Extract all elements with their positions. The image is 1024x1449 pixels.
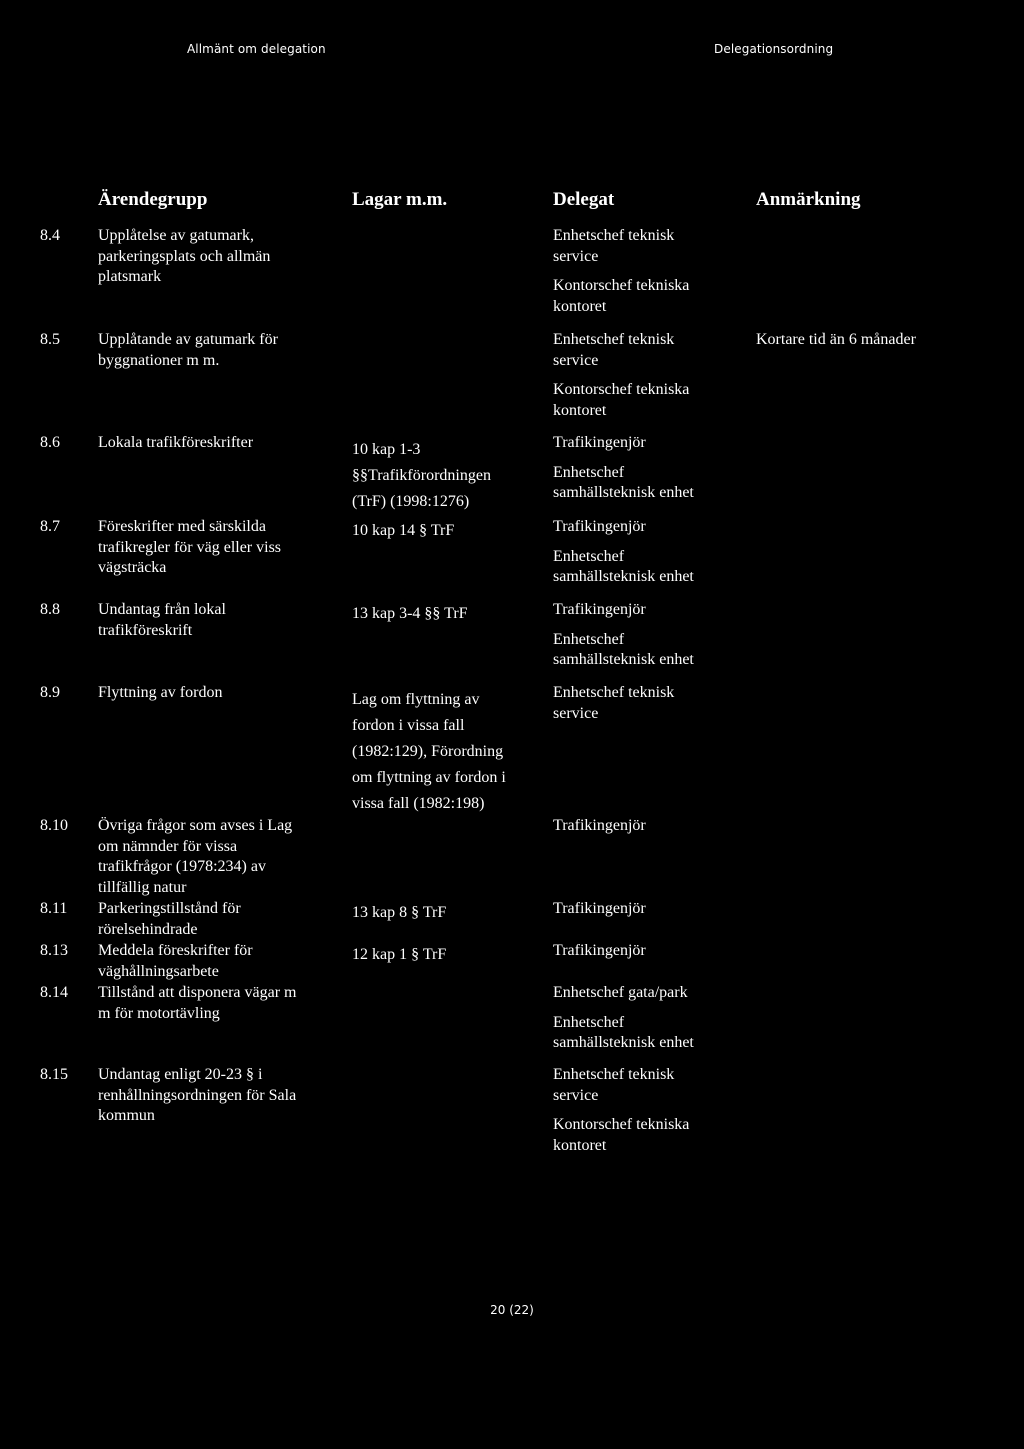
- arendegrupp-line: Flyttning av fordon: [98, 684, 223, 701]
- arendegrupp-line: Meddela föreskrifter för: [98, 942, 253, 959]
- row-number: 8.9: [40, 684, 60, 701]
- lagar-cell: [352, 687, 547, 817]
- delegat-line: Trafikingenjör: [553, 817, 646, 834]
- delegat-entry: [553, 226, 753, 267]
- delegat-line: service: [553, 704, 599, 722]
- arendegrupp-cell: [98, 899, 348, 940]
- delegat-cell: [553, 983, 753, 1054]
- lagar-cell: [352, 521, 547, 542]
- lagar-line: (1982:129), Förordning: [352, 743, 504, 760]
- delegat-line: samhällsteknisk enhet: [553, 651, 694, 668]
- arendegrupp-line: rörelsehindrade: [98, 920, 198, 938]
- delegat-line: Trafikingenjör: [553, 942, 646, 959]
- delegat-line: service: [553, 1086, 599, 1104]
- arendegrupp-line: trafikregler för väg eller viss: [98, 538, 282, 556]
- arendegrupp-cell: [98, 683, 348, 704]
- page-number: 20 (22): [490, 1303, 534, 1317]
- lagar-cell: [352, 903, 547, 924]
- lagar-cell: [352, 945, 547, 966]
- delegat-line: Trafikingenjör: [553, 601, 646, 618]
- arendegrupp-cell: [98, 517, 348, 579]
- lagar-line: 13 kap 3-4 §§ TrF: [352, 605, 468, 622]
- arendegrupp-line: Lokala trafikföreskrifter: [98, 434, 254, 451]
- delegat-line: Trafikingenjör: [553, 434, 646, 451]
- arendegrupp-line: Tillstånd att disponera vägar m: [98, 984, 297, 1001]
- arendegrupp-cell: [98, 433, 348, 454]
- arendegrupp-line: Undantag enligt 20-23 § i: [98, 1066, 263, 1083]
- delegat-cell: [553, 433, 753, 504]
- row-number: 8.13: [40, 942, 68, 959]
- arendegrupp-line: m för motortävling: [98, 1004, 220, 1022]
- delegat-line: Enhetschef: [553, 463, 625, 481]
- arendegrupp-line: trafikfrågor (1978:234) av: [98, 858, 266, 875]
- delegat-entry: [553, 330, 753, 371]
- delegat-entry: [553, 683, 753, 724]
- delegat-line: Trafikingenjör: [553, 900, 646, 917]
- delegat-line: kontoret: [553, 1136, 607, 1154]
- lagar-line: fordon i vissa fall: [352, 717, 465, 734]
- row-number: 8.15: [40, 1066, 68, 1083]
- delegat-entry: [553, 517, 753, 538]
- delegat-cell: [553, 941, 753, 962]
- lagar-line: 10 kap 14 § TrF: [352, 522, 455, 539]
- delegat-line: service: [553, 351, 599, 369]
- delegat-entry: [553, 816, 753, 837]
- column-header-delegat: Delegat: [553, 189, 615, 210]
- delegat-cell: [553, 899, 753, 920]
- anmarkning-cell: Kortare tid än 6 månader: [756, 331, 916, 348]
- delegat-entry: [553, 941, 753, 962]
- delegat-line: kontoret: [553, 297, 607, 315]
- row-number: 8.5: [40, 331, 60, 348]
- delegat-cell: [553, 683, 753, 724]
- delegat-entry: [553, 276, 753, 317]
- delegat-entry: [553, 547, 753, 588]
- column-header-arendegrupp: Ärendegrupp: [98, 189, 208, 210]
- column-header-lagar: Lagar m.m.: [352, 189, 448, 210]
- delegat-line: kontoret: [553, 401, 607, 419]
- delegat-entry: [553, 899, 753, 920]
- delegat-entry: [553, 463, 753, 504]
- lagar-cell: [352, 604, 547, 625]
- delegat-entry: [553, 1115, 753, 1156]
- arendegrupp-line: trafikföreskrift: [98, 621, 193, 639]
- arendegrupp-line: Övriga frågor som avses i Lag: [98, 817, 293, 834]
- arendegrupp-cell: [98, 983, 348, 1024]
- row-number: 8.7: [40, 518, 60, 535]
- arendegrupp-line: Föreskrifter med särskilda: [98, 518, 266, 535]
- row-number: 8.14: [40, 984, 68, 1001]
- arendegrupp-line: renhållningsordningen för Sala: [98, 1086, 297, 1104]
- delegat-line: Enhetschef teknisk: [553, 1066, 675, 1083]
- delegat-line: Kontorschef tekniska: [553, 381, 690, 398]
- lagar-line: 10 kap 1-3: [352, 441, 421, 458]
- arendegrupp-line: Upplåtelse av gatumark,: [98, 227, 254, 244]
- arendegrupp-line: kommun: [98, 1107, 155, 1124]
- delegat-line: Enhetschef: [553, 1013, 625, 1031]
- arendegrupp-cell: [98, 816, 348, 898]
- arendegrupp-line: platsmark: [98, 268, 162, 285]
- delegat-line: Enhetschef teknisk: [553, 227, 675, 244]
- arendegrupp-line: väghållningsarbete: [98, 962, 219, 980]
- lagar-line: 12 kap 1 § TrF: [352, 946, 447, 963]
- row-number: 8.4: [40, 227, 60, 244]
- delegat-entry: [553, 433, 753, 454]
- delegat-cell: [553, 517, 753, 588]
- delegat-entry: [553, 630, 753, 671]
- row-number: 8.8: [40, 601, 60, 618]
- lagar-line: (TrF) (1998:1276): [352, 493, 470, 510]
- delegat-cell: [553, 226, 753, 317]
- delegat-line: Enhetschef teknisk: [553, 331, 675, 348]
- row-number: 8.6: [40, 434, 60, 451]
- delegat-cell: [553, 330, 753, 421]
- column-header-anmarkning: Anmärkning: [756, 189, 861, 210]
- delegat-line: samhällsteknisk enhet: [553, 1034, 694, 1051]
- header-document-title: Delegationsordning: [714, 42, 834, 56]
- row-number: 8.11: [40, 900, 68, 917]
- delegat-line: Enhetschef: [553, 630, 625, 648]
- lagar-line: vissa fall (1982:198): [352, 795, 485, 812]
- lagar-line: om flyttning av fordon i: [352, 769, 506, 786]
- delegat-entry: [553, 1013, 753, 1054]
- arendegrupp-cell: [98, 1065, 348, 1127]
- delegat-cell: [553, 600, 753, 671]
- arendegrupp-line: tillfällig natur: [98, 878, 187, 896]
- delegat-entry: [553, 1065, 753, 1106]
- delegat-entry: [553, 983, 753, 1004]
- arendegrupp-cell: [98, 600, 348, 641]
- delegat-line: Enhetschef: [553, 547, 625, 565]
- delegat-entry: [553, 600, 753, 621]
- delegat-cell: [553, 1065, 753, 1156]
- row-number: 8.10: [40, 817, 68, 834]
- delegat-line: samhällsteknisk enhet: [553, 568, 694, 585]
- arendegrupp-cell: [98, 330, 348, 371]
- lagar-line: 13 kap 8 § TrF: [352, 904, 447, 921]
- arendegrupp-line: Undantag från lokal: [98, 601, 226, 618]
- delegat-entry: [553, 380, 753, 421]
- delegat-line: Enhetschef teknisk: [553, 684, 675, 701]
- arendegrupp-line: om nämnder för vissa: [98, 837, 238, 855]
- lagar-cell: [352, 437, 547, 515]
- arendegrupp-cell: [98, 941, 348, 982]
- delegat-line: samhällsteknisk enhet: [553, 484, 694, 501]
- arendegrupp-line: byggnationer m m.: [98, 351, 220, 369]
- arendegrupp-cell: [98, 226, 348, 288]
- delegat-line: Enhetschef gata/park: [553, 984, 688, 1001]
- lagar-line: Lag om flyttning av: [352, 691, 480, 708]
- arendegrupp-line: Parkeringstillstånd för: [98, 900, 241, 917]
- delegat-line: Kontorschef tekniska: [553, 1116, 690, 1133]
- delegat-line: Trafikingenjör: [553, 518, 646, 535]
- delegat-cell: [553, 816, 753, 837]
- header-section-title: Allmänt om delegation: [187, 42, 326, 56]
- delegat-line: service: [553, 247, 599, 265]
- arendegrupp-line: vägsträcka: [98, 559, 167, 576]
- arendegrupp-line: Upplåtande av gatumark för: [98, 331, 278, 348]
- delegat-line: Kontorschef tekniska: [553, 277, 690, 294]
- lagar-line: §§Trafikförordningen: [352, 467, 491, 484]
- arendegrupp-line: parkeringsplats och allmän: [98, 247, 271, 265]
